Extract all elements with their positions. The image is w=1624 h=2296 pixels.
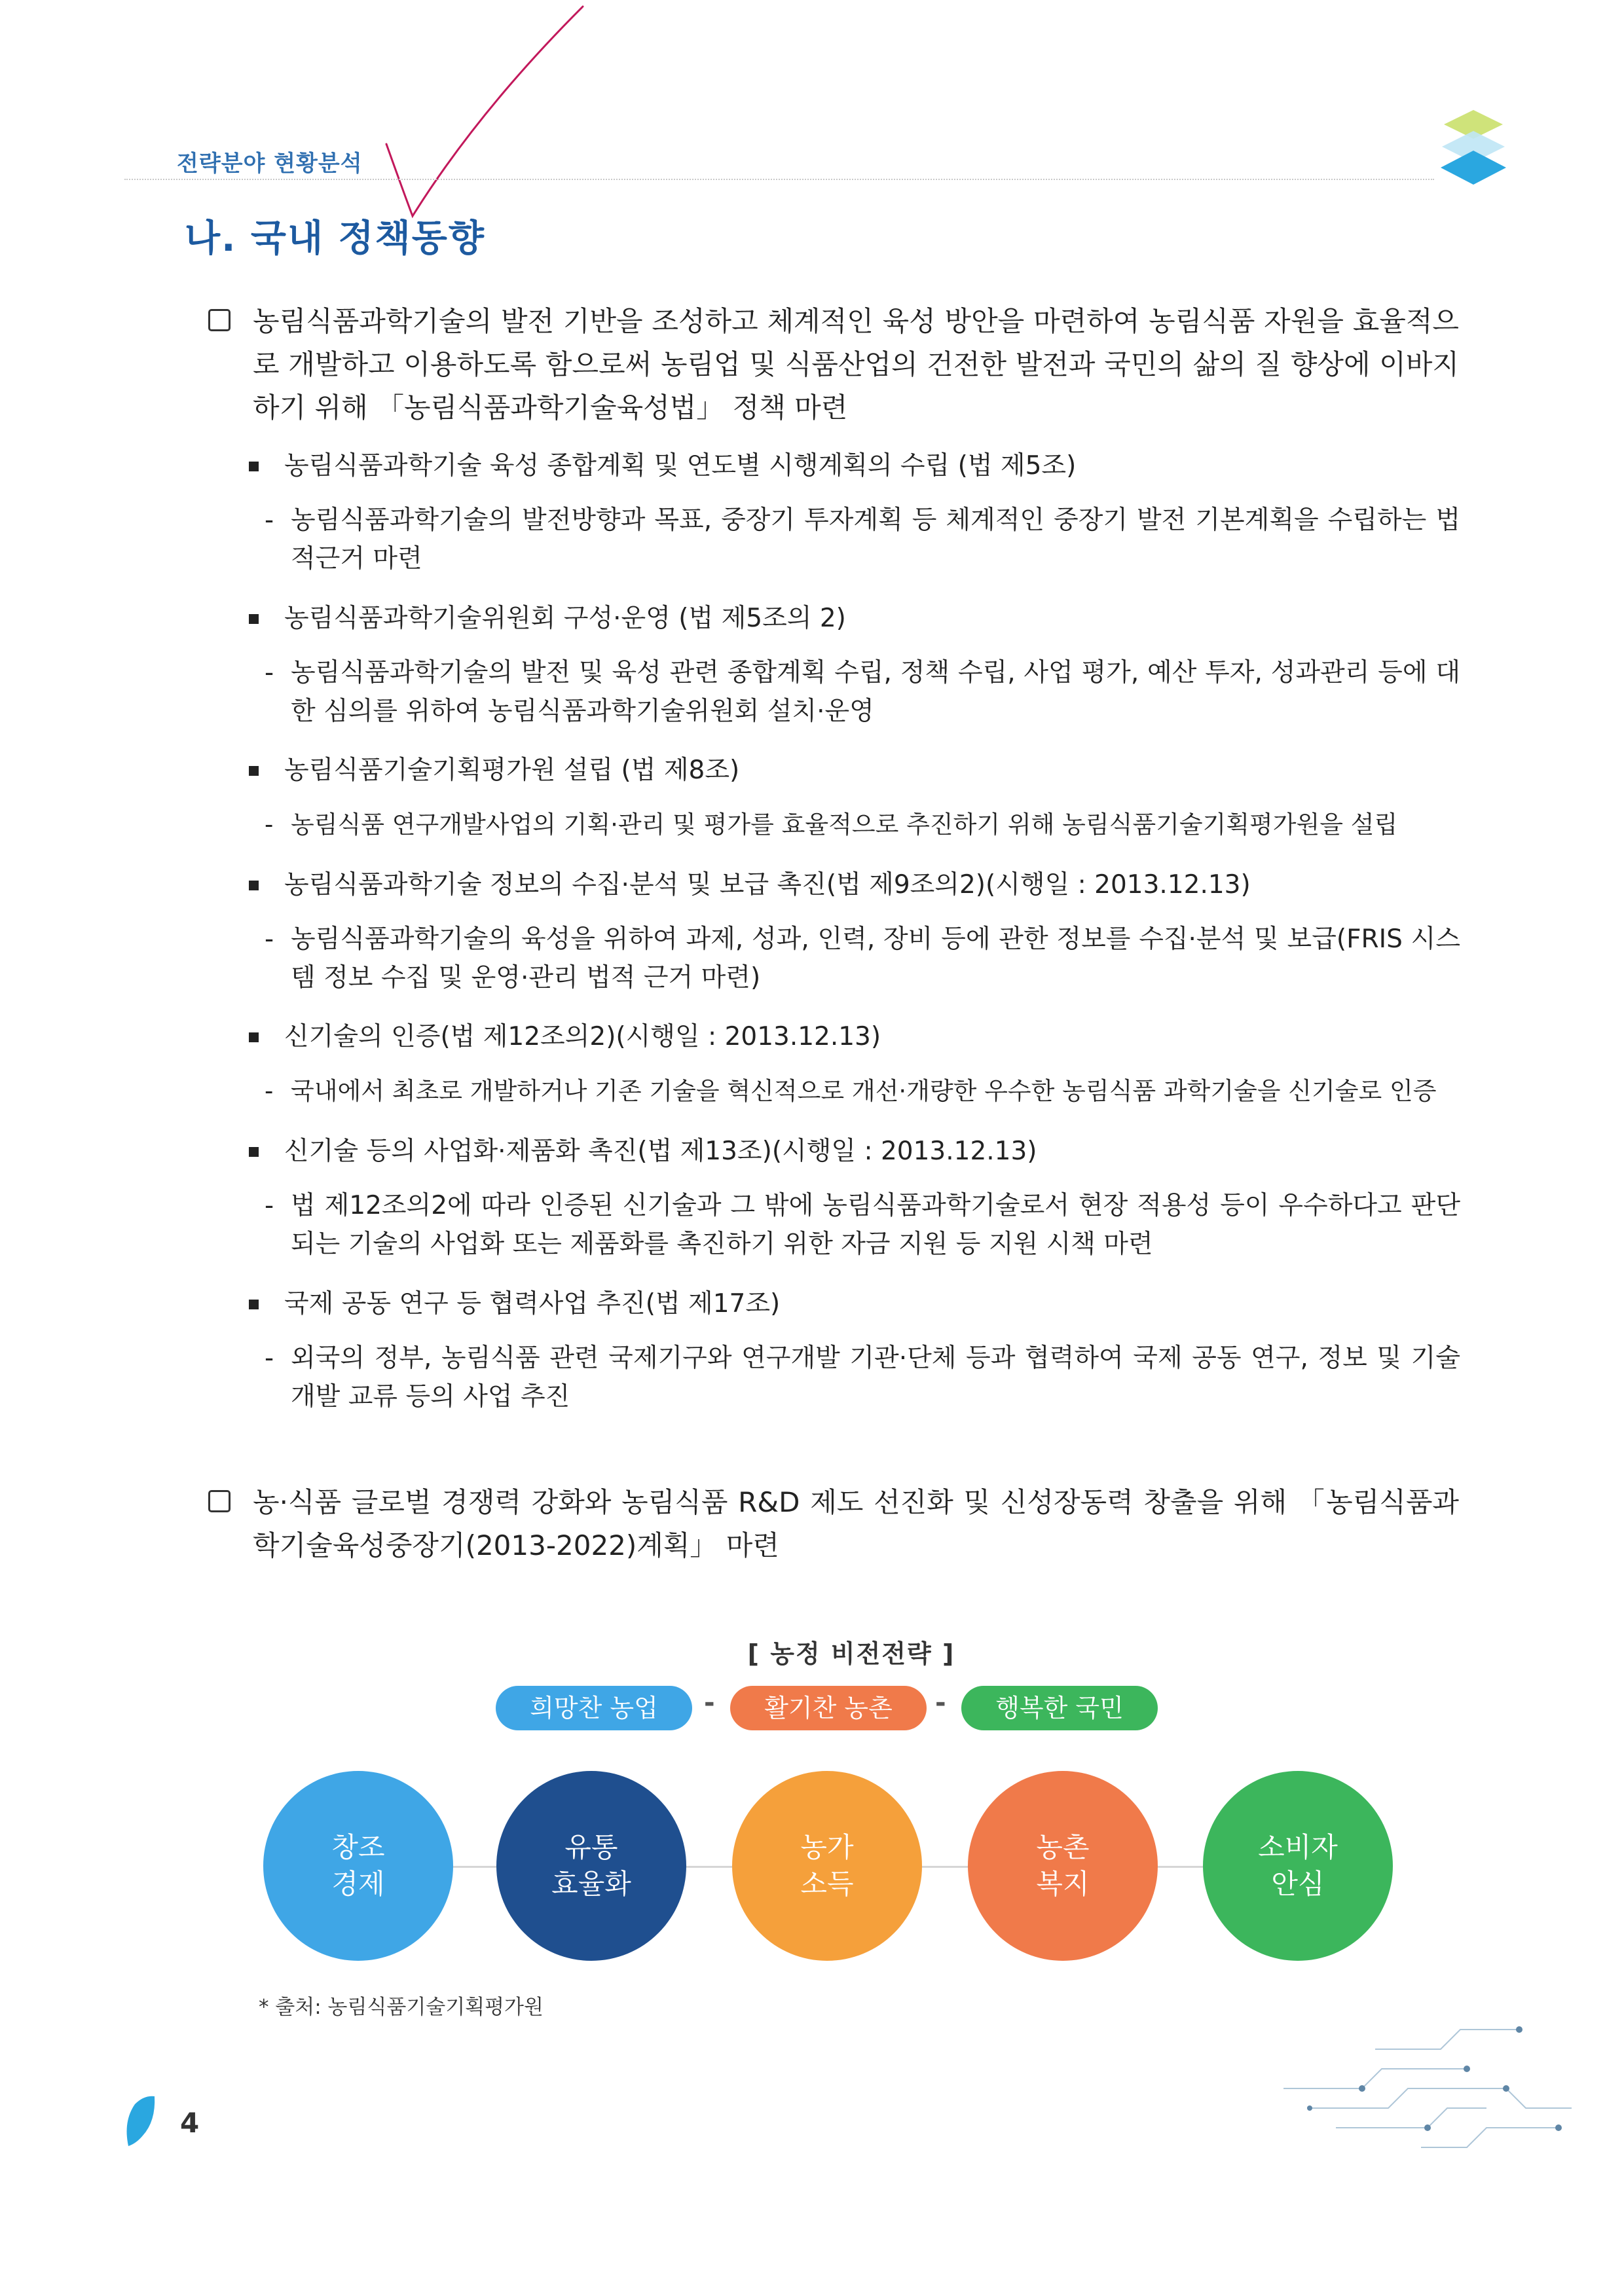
strategy-circle-distribution xyxy=(496,1771,686,1961)
dash-item xyxy=(265,920,1460,997)
square-bullet-icon xyxy=(249,766,259,776)
box-item-plan xyxy=(208,1481,1459,1567)
square-bullet-icon xyxy=(249,1147,259,1157)
dash-bullet-icon: - xyxy=(265,1343,274,1373)
dash-text: 외국의 정부, 농림식품 관련 국제기구와 연구개발 기관·단체 등과 협력하여 국제 공동 연구, 정보 및 기술 개발 교류 등의 사업 추진 xyxy=(291,1343,1460,1412)
circle-label-line2: 효율화 xyxy=(551,1868,631,1900)
layered-cube-logo-icon xyxy=(1428,105,1519,190)
circle-label-line2: 복지 xyxy=(1036,1868,1090,1900)
vision-pill-rural: 활기찬 농촌 xyxy=(730,1686,927,1730)
bullet-text: 국제 공동 연구 등 협력사업 추진(법 제17조) xyxy=(284,1289,781,1319)
bullet-item xyxy=(249,752,1460,789)
square-bullet-icon xyxy=(249,1300,259,1309)
dash-bullet-icon: - xyxy=(265,1077,274,1105)
dash-bullet-icon: - xyxy=(265,811,274,839)
circle-label-line1: 농촌 xyxy=(1036,1831,1090,1863)
bullet-item xyxy=(249,600,1460,637)
circle-label-line1: 유통 xyxy=(564,1831,618,1863)
diagram-title: [ 농정 비전전략 ] xyxy=(747,1639,955,1668)
dash-item xyxy=(265,805,1460,844)
vision-pill-citizens: 행복한 국민 xyxy=(961,1686,1158,1730)
circle-label-line2: 안심 xyxy=(1271,1868,1325,1900)
dash-text: 국내에서 최초로 개발하거나 기존 기술을 혁신적으로 개선·개량한 우수한 농림식품 과학기술을 신기술로 인증 xyxy=(291,1077,1437,1105)
strategy-circle-consumer-safety xyxy=(1203,1771,1393,1961)
section-label: 전략분야 현황분석 xyxy=(177,151,363,177)
square-bullet-icon xyxy=(249,1032,259,1042)
bullet-item xyxy=(249,867,1460,903)
circuit-decoration-icon xyxy=(1270,2023,1585,2154)
dash-text: 농림식품과학기술의 육성을 위하여 과제, 성과, 인력, 장비 등에 관한 정보를 수집·분석 및 보급(FRIS 시스템 정보 수집 및 운영·관리 법적 근거 마련) xyxy=(291,924,1460,993)
circle-label-line1: 창조 xyxy=(331,1831,385,1863)
leaf-page-marker-icon xyxy=(123,2095,156,2147)
bullet-text: 농림식품과학기술위원회 구성·운영 (법 제5조의 2) xyxy=(284,604,846,633)
pen-check-mark xyxy=(367,0,616,223)
bullet-item xyxy=(249,1019,1460,1055)
source-note: * 출처: 농림식품기술기획평가원 xyxy=(259,1995,544,2019)
strategy-circle-creative-economy xyxy=(263,1771,453,1961)
pill-separator: - xyxy=(935,1688,946,1718)
bullet-text: 농림식품과학기술 육성 종합계획 및 연도별 시행계획의 수립 (법 제5조) xyxy=(284,451,1077,481)
dash-bullet-icon: - xyxy=(265,924,274,954)
dash-item xyxy=(265,501,1460,578)
item-text: 농림식품과학기술의 발전 기반을 조성하고 체계적인 육성 방안을 마련하여 농림식품 자원을 효율적으로 개발하고 이용하도록 함으로써 농림업 및 식품산업의 건전한 발전과 국민의 삶의 질 향상에 이바지하기 위해 「농림식품과학기술육성법」 정책 마련 xyxy=(253,305,1459,424)
dash-text: 법 제12조의2에 따라 인증된 신기술과 그 밖에 농림식품과학기술로서 현장 적용성 등이 우수하다고 판단되는 기술의 사업화 또는 제품화를 촉진하기 위한 자금 지원 등 지원 시책 마련 xyxy=(291,1191,1460,1259)
circle-label-line1: 소비자 xyxy=(1258,1831,1338,1863)
square-bullet-icon xyxy=(249,614,259,624)
dash-text: 농림식품 연구개발사업의 기획·관리 및 평가를 효율적으로 추진하기 위해 농림식품기술기획평가원을 설립 xyxy=(291,811,1398,839)
dash-item xyxy=(265,1339,1460,1416)
bullet-text: 신기술의 인증(법 제12조의2)(시행일 : 2013.12.13) xyxy=(284,1022,881,1051)
dash-item xyxy=(265,1072,1460,1110)
page-number: 4 xyxy=(180,2107,200,2139)
bullet-text: 신기술 등의 사업화·제품화 촉진(법 제13조)(시행일 : 2013.12.13) xyxy=(284,1137,1037,1166)
checkbox-square-icon xyxy=(208,309,231,331)
bullet-item xyxy=(249,1286,1460,1322)
dash-text: 농림식품과학기술의 발전 및 육성 관련 종합계획 수립, 정책 수립, 사업 평가, 예산 투자, 성과관리 등에 대한 심의를 위하여 농림식품과학기술위원회 설치·운영 xyxy=(291,658,1460,726)
strategy-circle-rural-welfare xyxy=(968,1771,1158,1961)
square-bullet-icon xyxy=(249,462,259,471)
strategy-circle-farm-income xyxy=(732,1771,922,1961)
bullet-item xyxy=(249,448,1460,484)
dash-text: 농림식품과학기술의 발전방향과 목표, 중장기 투자계획 등 체계적인 중장기 발전 기본계획을 수립하는 법적근거 마련 xyxy=(291,505,1460,574)
dash-item xyxy=(265,653,1460,731)
checkbox-square-icon xyxy=(208,1490,231,1512)
dash-bullet-icon: - xyxy=(265,505,274,535)
box-item-policy xyxy=(208,300,1459,429)
vision-pill-agriculture: 희망찬 농업 xyxy=(496,1686,692,1730)
bullet-item xyxy=(249,1133,1460,1170)
bullet-text: 농림식품과학기술 정보의 수집·분석 및 보급 촉진(법 제9조의2)(시행일 : 2013.12.13) xyxy=(284,870,1251,900)
pill-separator: - xyxy=(704,1688,715,1718)
circle-label-line2: 경제 xyxy=(331,1868,385,1900)
section-title: 나. 국내 정책동향 xyxy=(185,217,485,260)
bullet-text: 농림식품기술기획평가원 설립 (법 제8조) xyxy=(284,756,740,785)
dash-item xyxy=(265,1186,1460,1264)
dash-bullet-icon: - xyxy=(265,658,274,687)
circle-label-line1: 농가 xyxy=(800,1831,854,1863)
circle-label-line2: 소득 xyxy=(800,1868,854,1900)
item-text: 농·식품 글로벌 경쟁력 강화와 농림식품 R&D 제도 선진화 및 신성장동력 창출을 위해 「농림식품과학기술육성중장기(2013-2022)계획」 마련 xyxy=(253,1486,1459,1561)
dash-bullet-icon: - xyxy=(265,1191,274,1220)
square-bullet-icon xyxy=(249,881,259,890)
header-divider xyxy=(124,179,1434,180)
